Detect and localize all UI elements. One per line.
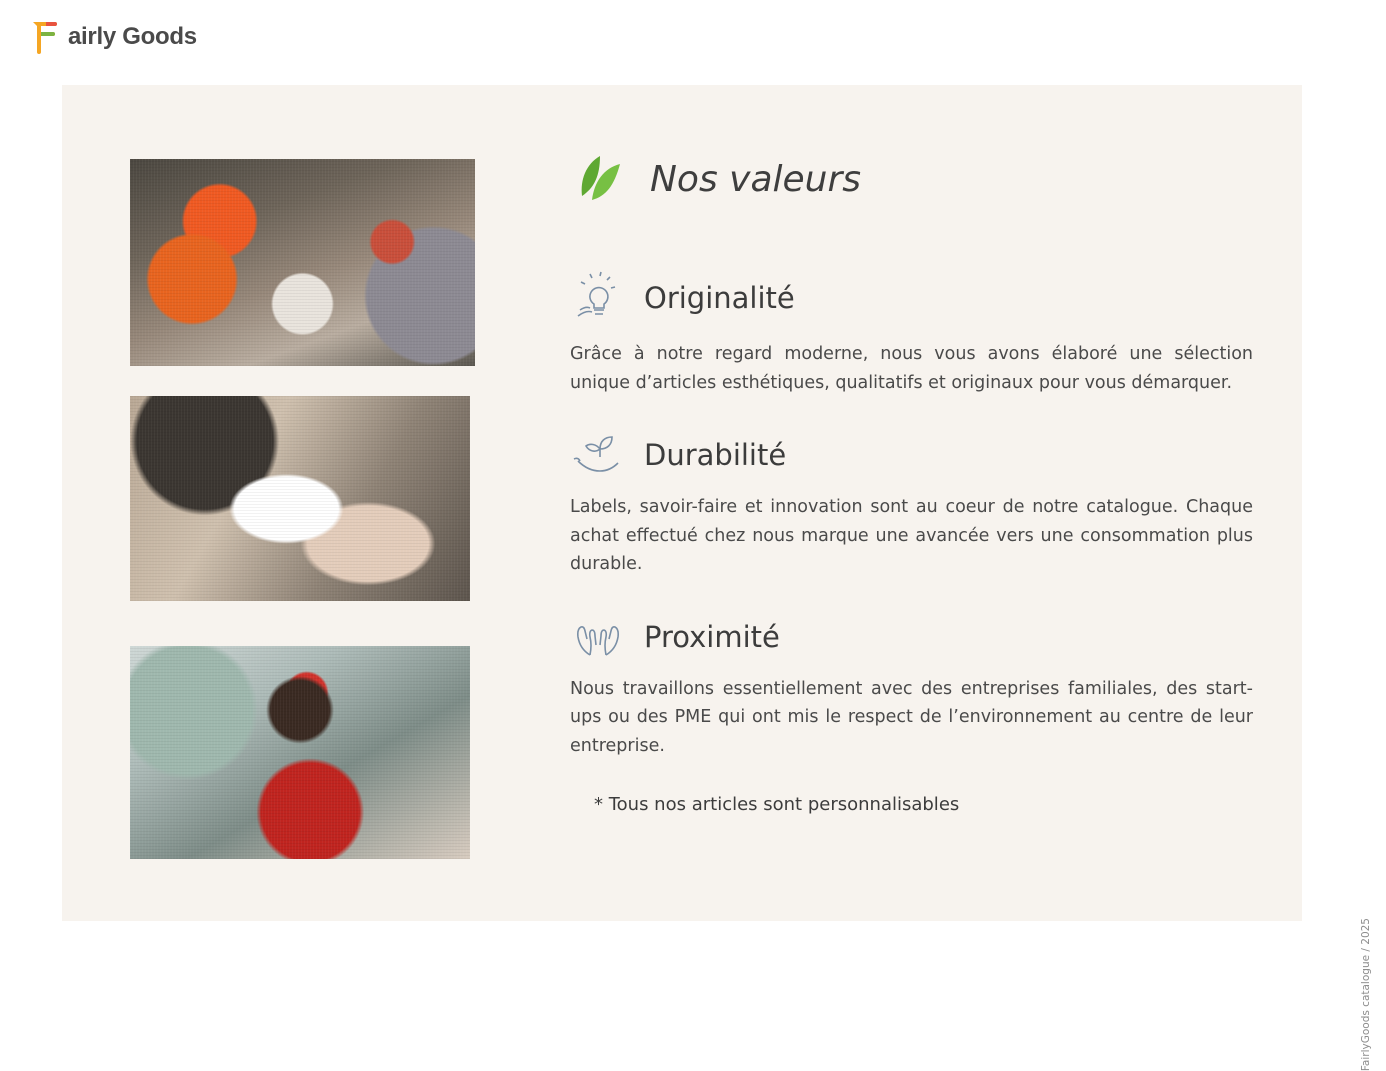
value-title: Durabilité [644,438,787,473]
photo-woman-red-gift [130,646,470,859]
two-hands-icon [570,613,626,661]
footer-side-text: FairlyGoods catalogue / 2025 [1360,918,1372,1071]
brand-name: airly Goods [68,23,197,50]
value-block-originalite [570,270,1260,397]
value-block-proximite [570,613,1260,761]
leaf-icon [570,150,628,208]
hand-sprout-icon [570,431,626,479]
photo-gift-box-card [130,396,470,601]
lightbulb-icon [570,270,626,326]
value-description: Labels, savoir-faire et innovation sont au coeur de notre catalogue. Chaque achat effectué chez nous marque une avancée vers une consommation plus durable. [570,497,1253,575]
photo-texture [130,159,475,366]
personalisation-note: * Tous nos articles sont personnalisables [594,794,960,816]
value-block-durabilite [570,431,1260,579]
value-description: Nous travaillons essentiellement avec des entreprises familiales, des start-ups ou des PME qui ont mis le respect de l’environnement au centre de leur entreprise. [570,678,1253,756]
fairly-goods-logo-icon [28,18,62,56]
value-description: Grâce à notre regard moderne, nous vous avons élaboré une sélection unique d’articles esthétiques, qualitatifs et originaux pour vous démarquer. [570,344,1253,393]
value-title: Proximité [644,619,780,654]
value-header [570,431,1260,479]
brand-logo[interactable] [28,18,197,56]
photo-texture [130,646,470,859]
values-section [570,150,1260,815]
value-header [570,270,1260,326]
photo-column [130,159,475,859]
value-header [570,613,1260,661]
photo-christmas-party [130,159,475,366]
value-title: Originalité [644,281,795,315]
values-heading [570,150,1260,208]
photo-texture [130,396,470,601]
page-title: Nos valeurs [650,158,862,200]
